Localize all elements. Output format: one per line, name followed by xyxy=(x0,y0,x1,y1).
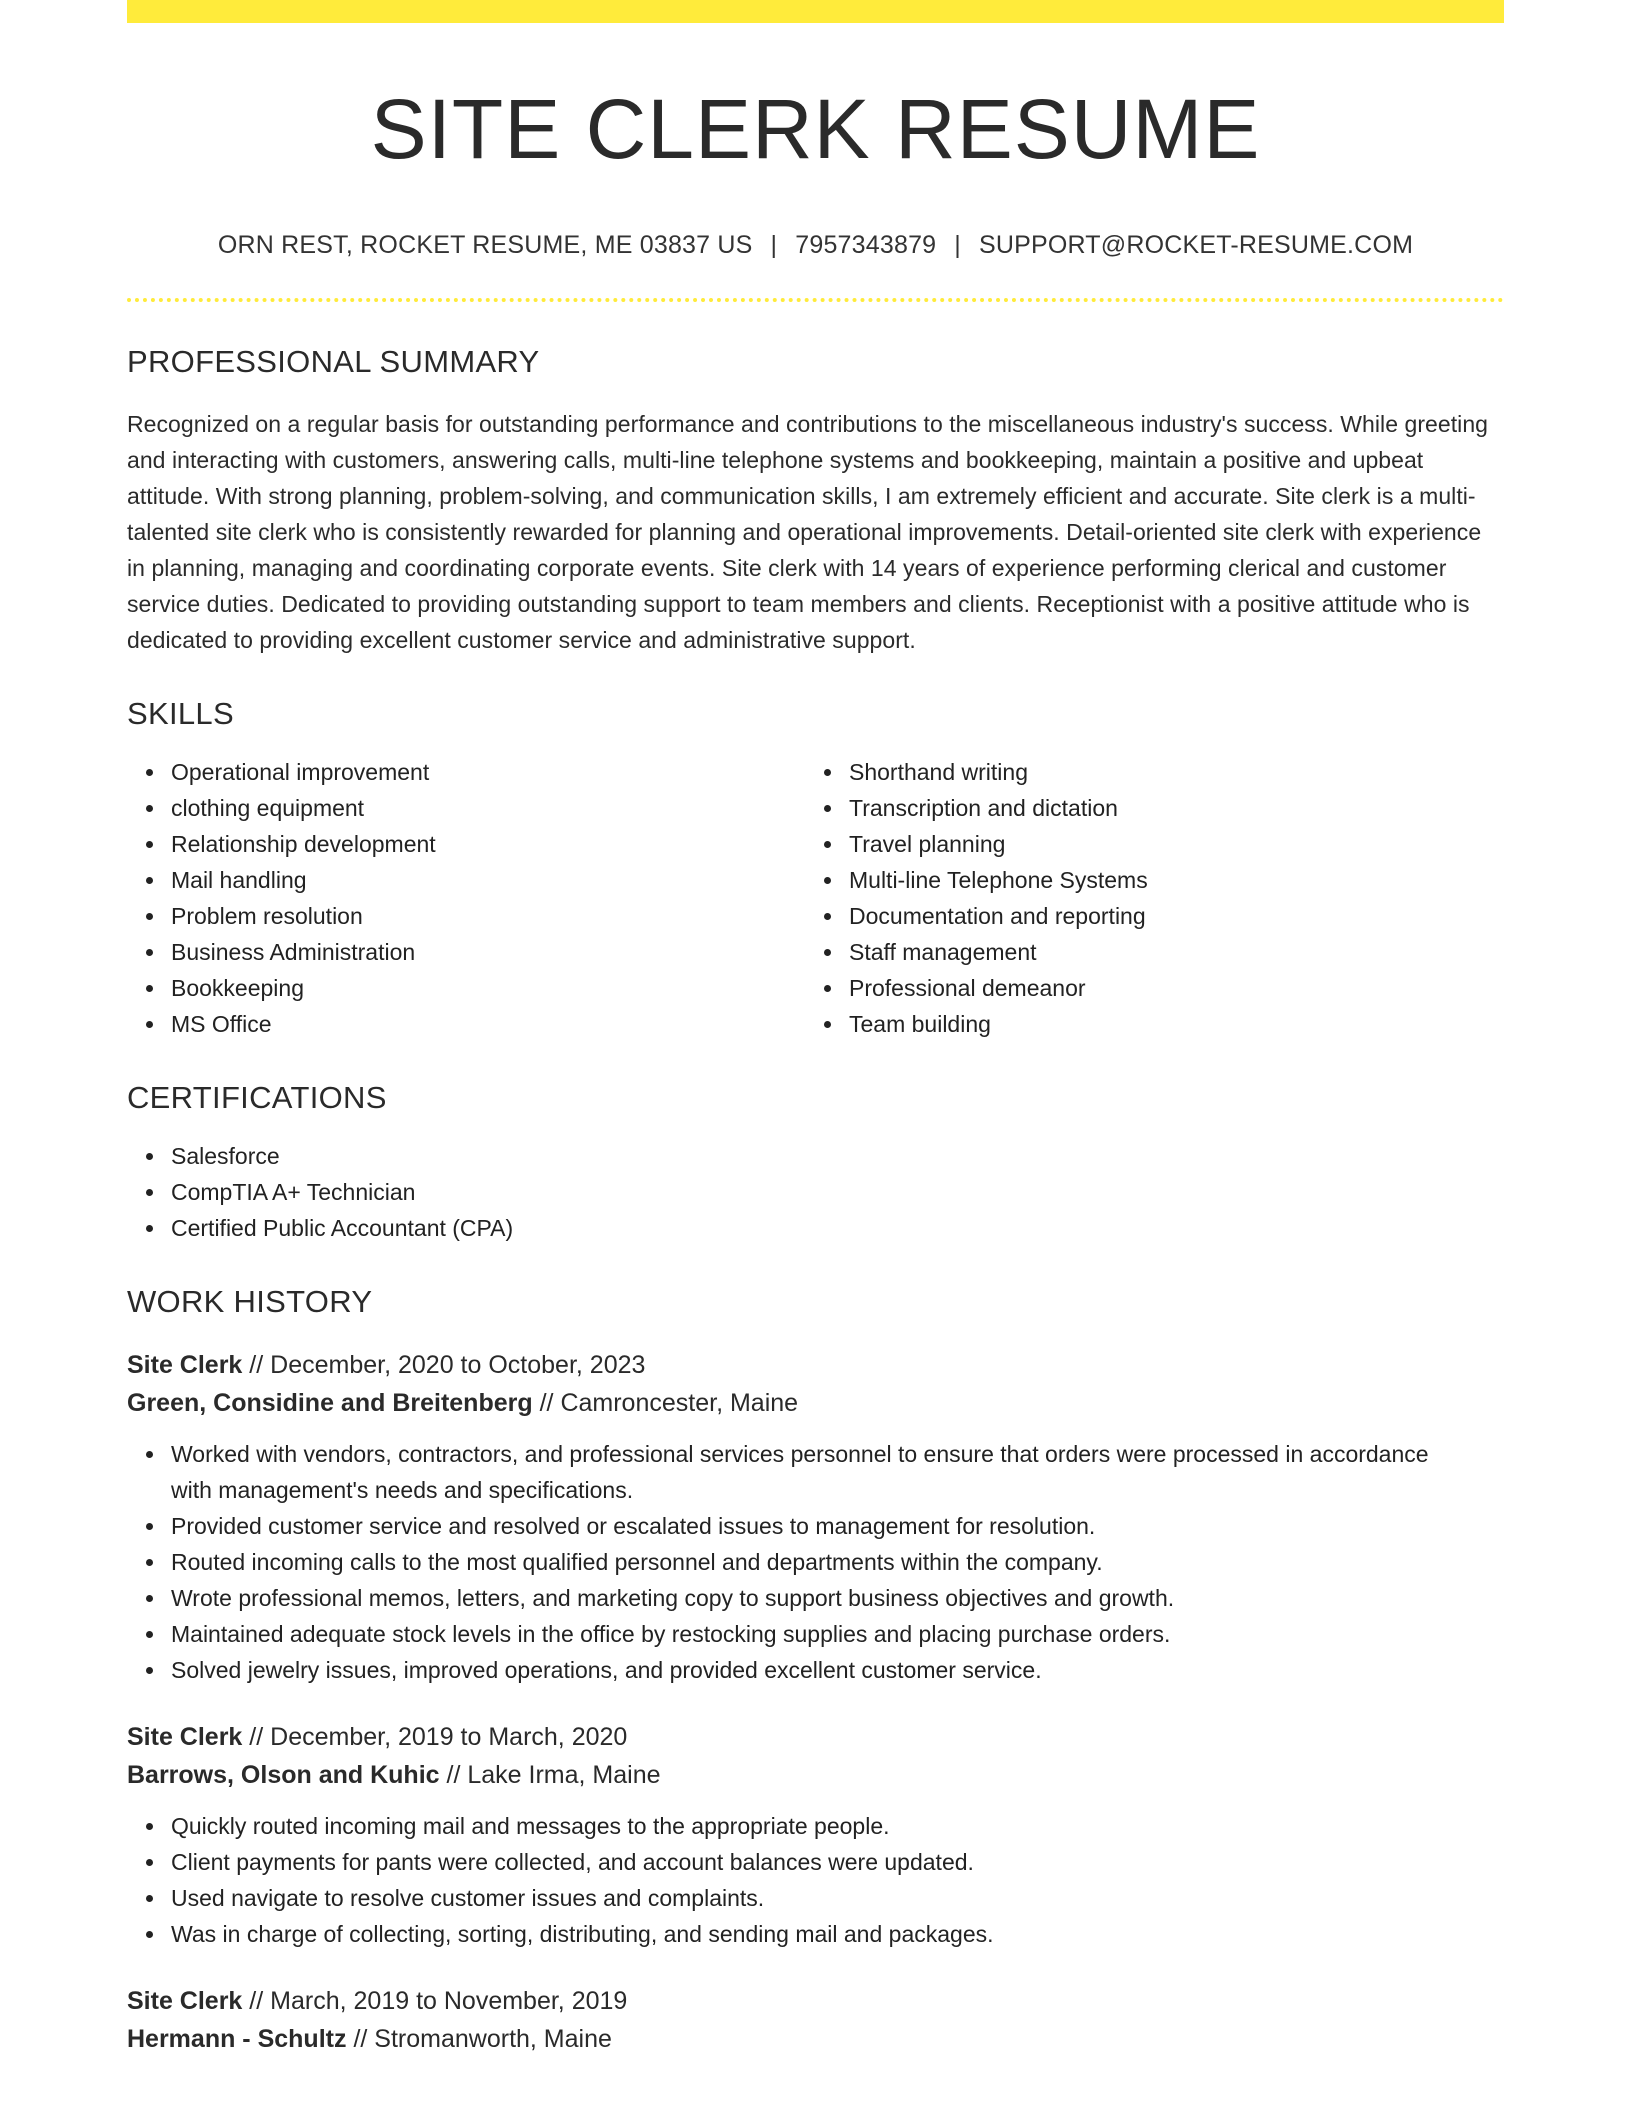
job-role: Site Clerk xyxy=(127,1351,243,1380)
job-divider: // xyxy=(539,1389,554,1418)
skill-item: Shorthand writing xyxy=(849,754,1148,790)
job-location: Camroncester, Maine xyxy=(560,1389,799,1418)
job-bullet: Maintained adequate stock levels in the office by restocking supplies and placing purchase orders. xyxy=(171,1616,1461,1652)
job-role-line xyxy=(127,1346,1504,1384)
job-role: Site Clerk xyxy=(127,1723,243,1752)
certifications-list xyxy=(127,1138,1504,1246)
job-divider: // xyxy=(249,1351,264,1380)
skill-item: Transcription and dictation xyxy=(849,790,1148,826)
resume-title: SITE CLERK RESUME xyxy=(370,82,1261,176)
job-location: Stromanworth, Maine xyxy=(374,2025,612,2054)
contact-separator: | xyxy=(954,231,961,260)
contact-separator: | xyxy=(770,231,778,260)
certification-item: Certified Public Accountant (CPA) xyxy=(171,1210,1504,1246)
job-bullet: Client payments for pants were collected, and account balances were updated. xyxy=(171,1844,1461,1880)
section-title-summary: PROFESSIONAL SUMMARY xyxy=(127,344,540,380)
skill-item: Relationship development xyxy=(171,826,805,862)
skill-item: clothing equipment xyxy=(171,790,805,826)
job-entry xyxy=(127,1346,1504,1688)
skills-column-right xyxy=(805,754,1148,1042)
section-title-work-history: WORK HISTORY xyxy=(127,1284,373,1320)
section-title-certifications: CERTIFICATIONS xyxy=(127,1080,387,1116)
skill-item: Travel planning xyxy=(849,826,1148,862)
contact-address: ORN REST, ROCKET RESUME, ME 03837 US xyxy=(217,231,753,260)
job-bullet: Quickly routed incoming mail and messages to the appropriate people. xyxy=(171,1808,1461,1844)
job-entry xyxy=(127,1718,1504,1952)
job-bullet: Routed incoming calls to the most qualified personnel and departments within the company. xyxy=(171,1544,1461,1580)
job-bullets xyxy=(127,1808,1461,1952)
skills-column-left xyxy=(127,754,805,1042)
job-role: Site Clerk xyxy=(127,1987,243,2016)
job-bullet: Was in charge of collecting, sorting, distributing, and sending mail and packages. xyxy=(171,1916,1461,1952)
skill-item: Operational improvement xyxy=(171,754,805,790)
job-entry xyxy=(127,1982,1504,2058)
job-company-line xyxy=(127,1756,1504,1794)
summary-text: Recognized on a regular basis for outstanding performance and contributions to the miscellaneous industry's success. While greeting and interacting with customers, answering calls, multi-line telephone systems and bookkeeping, maintain a positive and upbeat attitude. With strong planning, problem-solving, and communication skills, I am extremely efficient and accurate. Site clerk is a multi-talented site clerk who is consistently rewarded for planning and operational improvements. Detail-oriented site clerk with experience in planning, managing and coordinating corporate events. Site clerk with 14 years of experience performing clerical and customer service duties. Dedicated to providing outstanding support to team members and clients. Receptionist with a positive attitude who is dedicated to providing excellent customer service and administrative support. xyxy=(127,411,1489,654)
contact-line xyxy=(127,231,1504,260)
job-divider: // xyxy=(353,2025,368,2054)
skill-item: Multi-line Telephone Systems xyxy=(849,862,1148,898)
job-divider: // xyxy=(249,1723,264,1752)
job-company: Green, Considine and Breitenberg xyxy=(127,1389,533,1418)
skill-item: Business Administration xyxy=(171,934,805,970)
job-role-line xyxy=(127,1718,1504,1756)
job-dates: December, 2019 to March, 2020 xyxy=(270,1723,628,1752)
job-location: Lake Irma, Maine xyxy=(467,1761,661,1790)
job-bullets xyxy=(127,1436,1461,1688)
resume-page xyxy=(127,0,1504,2058)
job-company-line xyxy=(127,2020,1504,2058)
skill-item: Staff management xyxy=(849,934,1148,970)
job-bullet: Solved jewelry issues, improved operations, and provided excellent customer service. xyxy=(171,1652,1461,1688)
job-bullet: Used navigate to resolve customer issues and complaints. xyxy=(171,1880,1461,1916)
skill-item: Bookkeeping xyxy=(171,970,805,1006)
skill-item: Mail handling xyxy=(171,862,805,898)
skill-item: Team building xyxy=(849,1006,1148,1042)
job-dates: December, 2020 to October, 2023 xyxy=(270,1351,646,1380)
skill-item: MS Office xyxy=(171,1006,805,1042)
skill-item: Documentation and reporting xyxy=(849,898,1148,934)
job-divider: // xyxy=(446,1761,461,1790)
job-company: Hermann - Schultz xyxy=(127,2025,347,2054)
skills-grid xyxy=(127,754,1504,1042)
job-dates: March, 2019 to November, 2019 xyxy=(270,1987,628,2016)
skill-item: Professional demeanor xyxy=(849,970,1148,1006)
certification-item: Salesforce xyxy=(171,1138,1504,1174)
contact-email[interactable]: SUPPORT@ROCKET-RESUME.COM xyxy=(978,231,1414,260)
job-role-line xyxy=(127,1982,1504,2020)
skill-item: Problem resolution xyxy=(171,898,805,934)
top-accent-bar xyxy=(127,0,1504,23)
job-bullet: Wrote professional memos, letters, and marketing copy to support business objectives and growth. xyxy=(171,1580,1461,1616)
job-bullet: Worked with vendors, contractors, and professional services personnel to ensure that orders were processed in accordance with management's needs and specifications. xyxy=(171,1436,1461,1508)
dotted-divider xyxy=(127,298,1504,302)
job-divider: // xyxy=(249,1987,264,2016)
job-bullet: Provided customer service and resolved or escalated issues to management for resolution. xyxy=(171,1508,1461,1544)
job-company-line xyxy=(127,1384,1504,1422)
certification-item: CompTIA A+ Technician xyxy=(171,1174,1504,1210)
section-title-skills: SKILLS xyxy=(127,696,234,732)
job-company: Barrows, Olson and Kuhic xyxy=(127,1761,440,1790)
contact-phone[interactable]: 7957343879 xyxy=(795,231,937,260)
